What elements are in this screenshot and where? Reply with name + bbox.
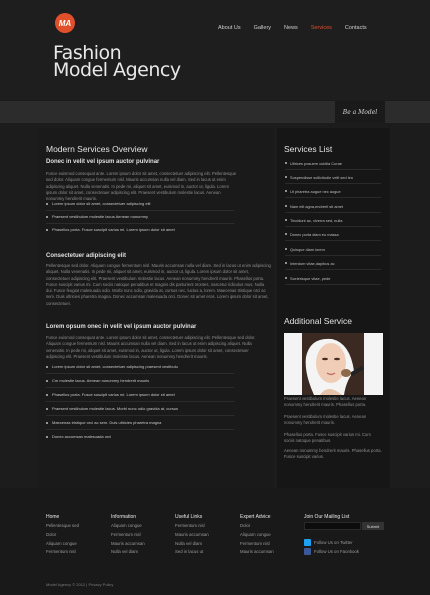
nav-news[interactable]: News [284,25,298,31]
section3-heading: Lorem opsum onec in velit vel ipsum auctor pulvinar [46,324,197,330]
services-list-item-label: Ut pharetra augue nec augue [290,189,341,194]
main-nav [218,25,380,31]
list-item-text: Lorem ipsum dolor sit amet, consectetuer adipiscing elit [52,201,151,206]
bullet-icon [46,408,48,410]
footer-link[interactable]: Mauris accumsan [111,541,145,546]
logo-title-line2[interactable]: Model Agency [53,59,181,81]
list-item-text: Praesent vestibulum molestie lacus Aenean nonummy [52,214,149,219]
be-a-model-tab[interactable]: Be a Model [335,101,385,123]
footer-link[interactable]: Pellentesque sed [46,523,79,528]
logo-title-line1[interactable]: Fashion [53,42,122,64]
bullet-icon [46,380,48,382]
services-list-item-label: Ultrices posuere cubilia Curae [290,161,342,166]
list-item [46,404,234,416]
list-item [46,225,234,237]
bullet-icon [285,176,287,178]
bullet-icon [285,190,287,192]
services-list-item-label: Scelerisque vitae, pede [290,276,331,281]
copyright: Model Agency © 2012 | Privacy Policy [46,582,114,587]
mailing-list-email-input[interactable] [304,522,361,530]
additional-text: Praesent vestibulum molestie lacus. Aenean nonummy hendrerit mauris. [284,414,367,426]
services-list-item[interactable] [285,272,381,285]
bullet-icon [285,248,287,250]
list-item-text: Maecenas tristique orci ac sem. Duis ultricies pharetra magna [52,420,162,425]
footer-col4-title: Expert Advice [240,514,271,520]
model-face-image [284,333,383,395]
list-item [46,212,234,224]
footer-link[interactable]: Nulla vel diam [175,541,202,546]
mailing-list-submit-button[interactable]: Submit [362,522,384,530]
bullet-icon [46,422,48,424]
model-photo[interactable] [284,333,383,395]
section1-heading: Donec in velit vel ipsum auctor pulvinar [46,159,160,165]
footer-link[interactable]: Mauris accumsan [240,549,274,554]
footer-col3-title: Useful Links [175,514,203,520]
section3-text: Fusce euismod consequat ante. Lorem ipsum dolor sit amet, consectetuer adipiscing elit. Pellentesque sed dolor. Aliquam congue fermentum nisl. Mauris accumsan nulla vel diam. Sed in lacus ut enim adipiscing aliquet. Nulla venenatis. In pede mi, aliquet sit amet, euismod in, auctor ut, ligula. Lorem ipsum dolor sit amet, consectetuer adipiscing elit. Praesent vestibulum molestie lacus. Aenean nonummy hendrerit mauris. [46,335,256,359]
sidebar [277,128,390,488]
bullet-icon [285,277,287,279]
services-list-item[interactable] [285,200,381,213]
services-list-item[interactable] [285,185,381,198]
footer-col1-title: Home [46,514,60,520]
list-item-text: Donec accumsan malesuada orci [52,434,112,439]
bullet-icon [46,229,48,231]
bullet-icon [285,233,287,235]
bullet-icon [46,436,48,438]
list-item-text: Praesent vestibulum molestie lacus. Morbi nunc odio gravida at, cursus [52,406,179,411]
services-list-item[interactable] [285,157,381,170]
additional-text: Praesent vestibulum molestie lacus. Aenean nonummy hendrerit mauris. Phasellus porta. [284,396,367,408]
twitter-icon[interactable] [304,539,311,546]
additional-service-title: Additional Service [284,316,353,326]
footer-link[interactable]: Fermentum nisl [240,541,270,546]
services-list-item[interactable] [285,243,381,256]
mailing-list-title: Join Our Mailing List [304,514,350,520]
list-item-text: Phasellus porta. Fusce suscipit varius mi. Lorem ipsum dolor sit amet [52,227,175,232]
list-item-text: Phasellus porta. Fusce suscipit varius mi. Lorem ipsum dolor sit amet [52,392,175,397]
logo-badge[interactable]: MA [55,13,75,33]
section2-heading: Consectetuer adipiscing elit [46,253,127,259]
services-list-item-label: Quisque diam lorem [290,247,325,252]
list-item [46,418,234,430]
services-list-title: Services List [284,144,333,154]
footer-link[interactable]: Dolor [46,532,57,537]
bullet-icon [285,205,287,207]
footer-link[interactable]: Aliquam congue [111,523,142,528]
bullet-icon [285,262,287,264]
section2-text: Pellentesque sed dolor. Aliquam congue fermentum nisl. Mauris accumsan nulla vel diam. Sed in lacus ut enim adipiscing aliquet. Nulla venenatis. In pede mi, aliquet sit amet, euismod in, auctor ut, ligula. Lorem ipsum dolor sit amet, consectetuer adipiscing elit. Praesent vestibulum molestie lacus. Aenean nonummy hendrerit mauris. Phasellus porta. Fusce suscipit varius mi. Cum sociis natoque penatibus et magnis dis parturient montes, nascetur ridiculus mus. Nulla dui. Fusce feugiat malesuada odio. Morbi nunc odio, gravida at, cursus nec, luctus a, lorem. Maecenas tristique orci ac sem. Duis ultricies pharetra magna. Donec accumsan malesuada orci. Donec sit amet eros. Lorem ipsum dolor sit amet, consectetuer. [46,263,271,306]
nav-services[interactable]: Services [310,25,332,31]
section1-text: Fusce euismod consequat ante. Lorem ipsum dolor sit amet, consectetuer adipiscing elit. Pellentesque sed dolor. Aliquam congue fermentum nisl. Mauris accumsan nulla vel diam. Sed in lacus ut enim adipiscing aliquet. Nulla venenatis. In pede mi, aliquet sit amet, euismod in, auctor ut, ligula. Lorem ipsum dolor sit amet, consectetuer adipiscing elit. Praesent vestibulum molestie lacus. Aenean nonummy hendrerit mauris. [46,171,237,202]
services-list-item-label: Interdum vitae,dapibus ac [290,261,335,266]
list-item-text: Cm molestie lacus. Aenean nonummy hendrerit mauris [52,378,150,383]
footer-link[interactable]: Aliquam congue [240,532,271,537]
list-item [46,432,234,444]
services-list-item[interactable] [285,214,381,227]
additional-text: Phasellus porta. Fusce suscipit varius mi. Cum sociis natoque penatibus. [284,432,371,444]
nav-contacts[interactable]: Contacts [344,25,367,31]
footer-link[interactable]: Aliquam congue [46,541,77,546]
list-item-text: Lorem ipsum dolor sit amet, consectetuer adipiscing praesent vestibulu [52,364,178,369]
list-item [46,376,234,388]
footer-link[interactable]: Sed in lacus ut [175,549,204,554]
services-list-item-label: Tincidunt ac, viverra sed, nulla [290,218,343,223]
services-list-item[interactable] [285,228,381,241]
services-list-item-label: Donec porta diam eu massa [290,232,339,237]
bullet-icon [285,162,287,164]
page-title: Modern Services Overview [46,144,148,154]
footer-link[interactable]: Fermentum nisl [111,532,141,537]
nav-about-us[interactable]: About Us [218,25,241,31]
footer-link[interactable]: Nulla vel diam [111,549,138,554]
bullet-icon [285,219,287,221]
nav-gallery[interactable]: Gallery [253,25,272,31]
bullet-icon [46,366,48,368]
list-item [46,390,234,402]
footer-link[interactable]: Mauris accumsan [175,532,209,537]
facebook-link[interactable]: Follow Us on Facebook [314,549,359,554]
bullet-icon [46,203,48,205]
additional-text: Aenean nonummy hendrerit mauris. Phasellus porta. Fusce suscipit varius. [284,448,382,460]
services-list-item-label: Nam elit agna,endrerit sit amet [290,204,343,209]
footer-col2-title: Information [111,514,137,520]
footer-link[interactable]: Dolor [240,523,251,528]
services-list-item-label: Suspendisse sollicitudin velit sed leo [290,175,353,180]
list-item [46,362,234,374]
bullet-icon [46,394,48,396]
main-content [38,128,273,488]
services-list-item[interactable] [285,257,381,270]
twitter-link[interactable]: Follow Us on Twitter [314,540,353,545]
facebook-icon[interactable] [304,548,311,555]
services-list-item[interactable] [285,171,381,184]
footer-link[interactable]: Fermentum nisl [175,523,205,528]
footer-link[interactable]: Fermentum nisl [46,549,76,554]
bullet-icon [46,216,48,218]
list-item [46,199,234,211]
